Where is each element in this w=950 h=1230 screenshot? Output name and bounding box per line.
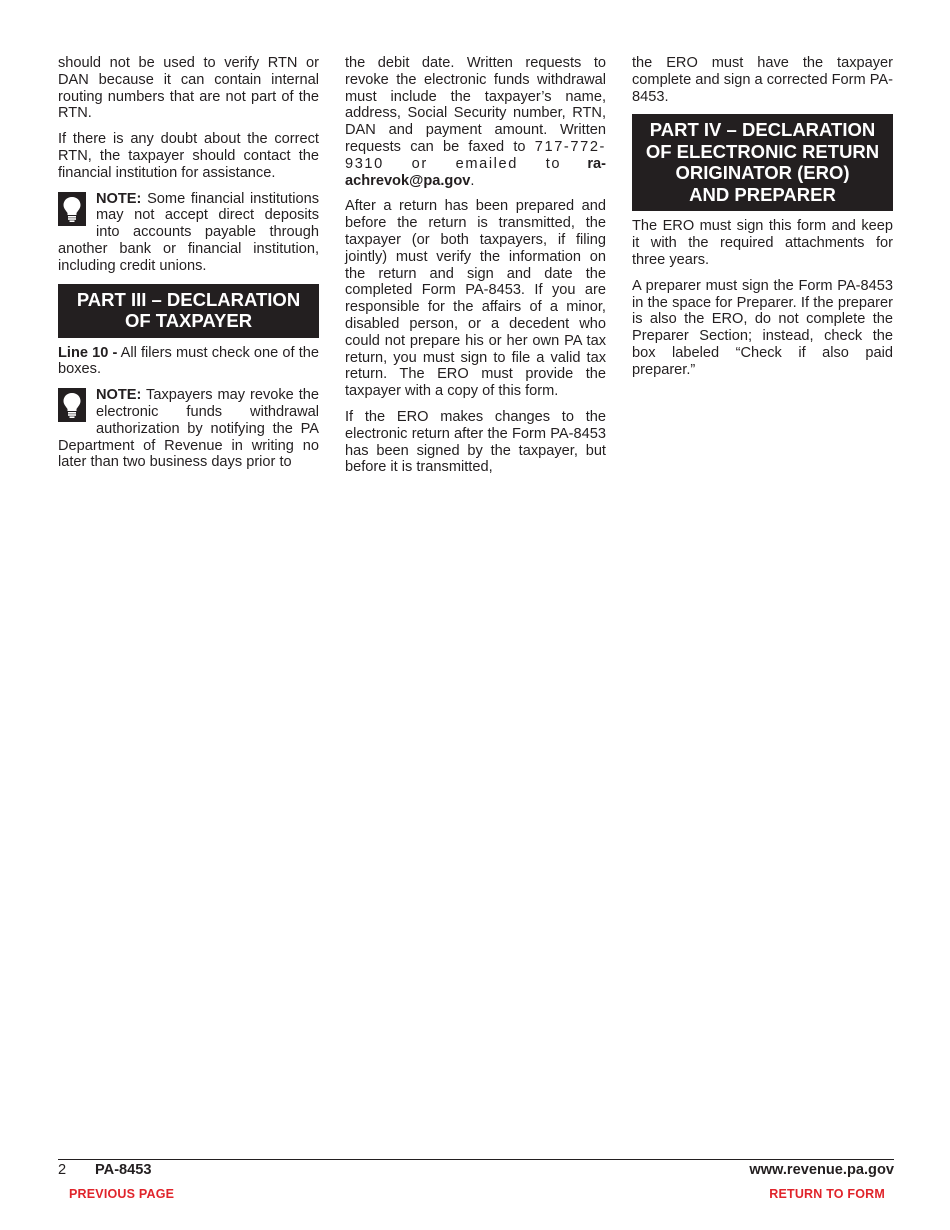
lightbulb-icon <box>58 388 86 422</box>
paragraph-rtn-doubt: If there is any doubt about the correct RTN, the taxpayer should contact the financial institution for assistance. <box>58 131 319 181</box>
note-financial-institutions <box>58 191 319 275</box>
part-4-heading <box>632 114 893 211</box>
part-3-heading <box>58 284 319 338</box>
website-link: www.revenue.pa.gov <box>749 1162 894 1178</box>
lightbulb-icon <box>58 192 86 226</box>
column-1 <box>58 55 319 480</box>
note-label: NOTE: <box>96 190 142 207</box>
note-text: Some financial institutions may not accept direct deposits into accounts payable through another bank or financial institution, including credit unions. <box>58 190 319 274</box>
note-revoke-authorization <box>58 387 319 471</box>
email-suffix: . <box>470 172 475 189</box>
part-4-heading-line-4: AND PREPARER <box>689 183 836 205</box>
previous-page-link[interactable]: PREVIOUS PAGE <box>69 1187 175 1201</box>
return-to-form-link[interactable]: RETURN TO FORM <box>769 1187 885 1201</box>
paragraph-line-10 <box>58 345 319 379</box>
note-text: Taxpayers may revoke the electronic funds withdrawal authorization by notifying the PA Department of Revenue in writing no later than two business days prior to <box>58 387 319 471</box>
line-10-label: Line 10 - <box>58 344 118 361</box>
part-4-heading-line-1: PART IV – DECLARATION <box>649 119 876 141</box>
revoke-email: ra-achrevok@pa.gov <box>345 155 606 189</box>
paragraph-ero-sign: The ERO must sign this form and keep it with the required attachments for three years. <box>632 218 893 268</box>
paragraph-preparer-sign: A preparer must sign the Form PA-8453 in the space for Preparer. If the preparer is also the ERO, do not complete the Preparer Section; instead, check the box labeled “Check if also paid preparer.” <box>632 277 893 378</box>
line-10-text: All filers must check one of the boxes. <box>58 344 319 378</box>
part-3-heading-line-2: OF TAXPAYER <box>124 310 253 332</box>
paragraph-ero-changes: If the ERO makes changes to the electronic return after the Form PA-8453 has been signed by the taxpayer, but before it is transmitted, <box>345 408 606 476</box>
part-3-heading-line-1: PART III – DECLARATION <box>76 288 301 310</box>
note-label: NOTE: <box>96 387 142 404</box>
paragraph-corrected-form: the ERO must have the taxpayer complete and sign a corrected Form PA-8453. <box>632 55 893 105</box>
fax-number-text: 717-772-9310 or emailed to <box>345 138 606 172</box>
paragraph-revoke-requests <box>345 55 606 189</box>
revoke-requests-text: the debit date. Written requests to revoke the electronic funds withdrawal must include the taxpayer’s name, address, Social Security number, RTN, DAN and payment amount. Written requests can be faxed to <box>345 55 606 155</box>
page-number: 2 <box>58 1162 67 1178</box>
form-name: PA-8453 <box>95 1162 152 1178</box>
part-4-heading-line-2: OF ELECTRONIC RETURN <box>645 140 880 162</box>
part-4-heading-line-3: ORIGINATOR (ERO) <box>675 162 850 184</box>
paragraph-verify-return: After a return has been prepared and before the return is transmitted, the taxpayer (or both taxpayers, if filing jointly) must verify the information on the return and sign and date the completed Form PA-8453. If you are responsible for the affairs of a minor, disabled person, or a decedent who could not prepare his or her own PA tax return, you must sign to file a valid tax return. The ERO must provide the taxpayer with a copy of this form. <box>345 198 606 400</box>
column-2 <box>345 55 606 485</box>
paragraph-rtn-verify: should not be used to verify RTN or DAN because it can contain internal routing numbers that are not part of the RTN. <box>58 55 319 122</box>
column-3 <box>632 55 893 388</box>
footer-divider <box>58 1159 894 1160</box>
